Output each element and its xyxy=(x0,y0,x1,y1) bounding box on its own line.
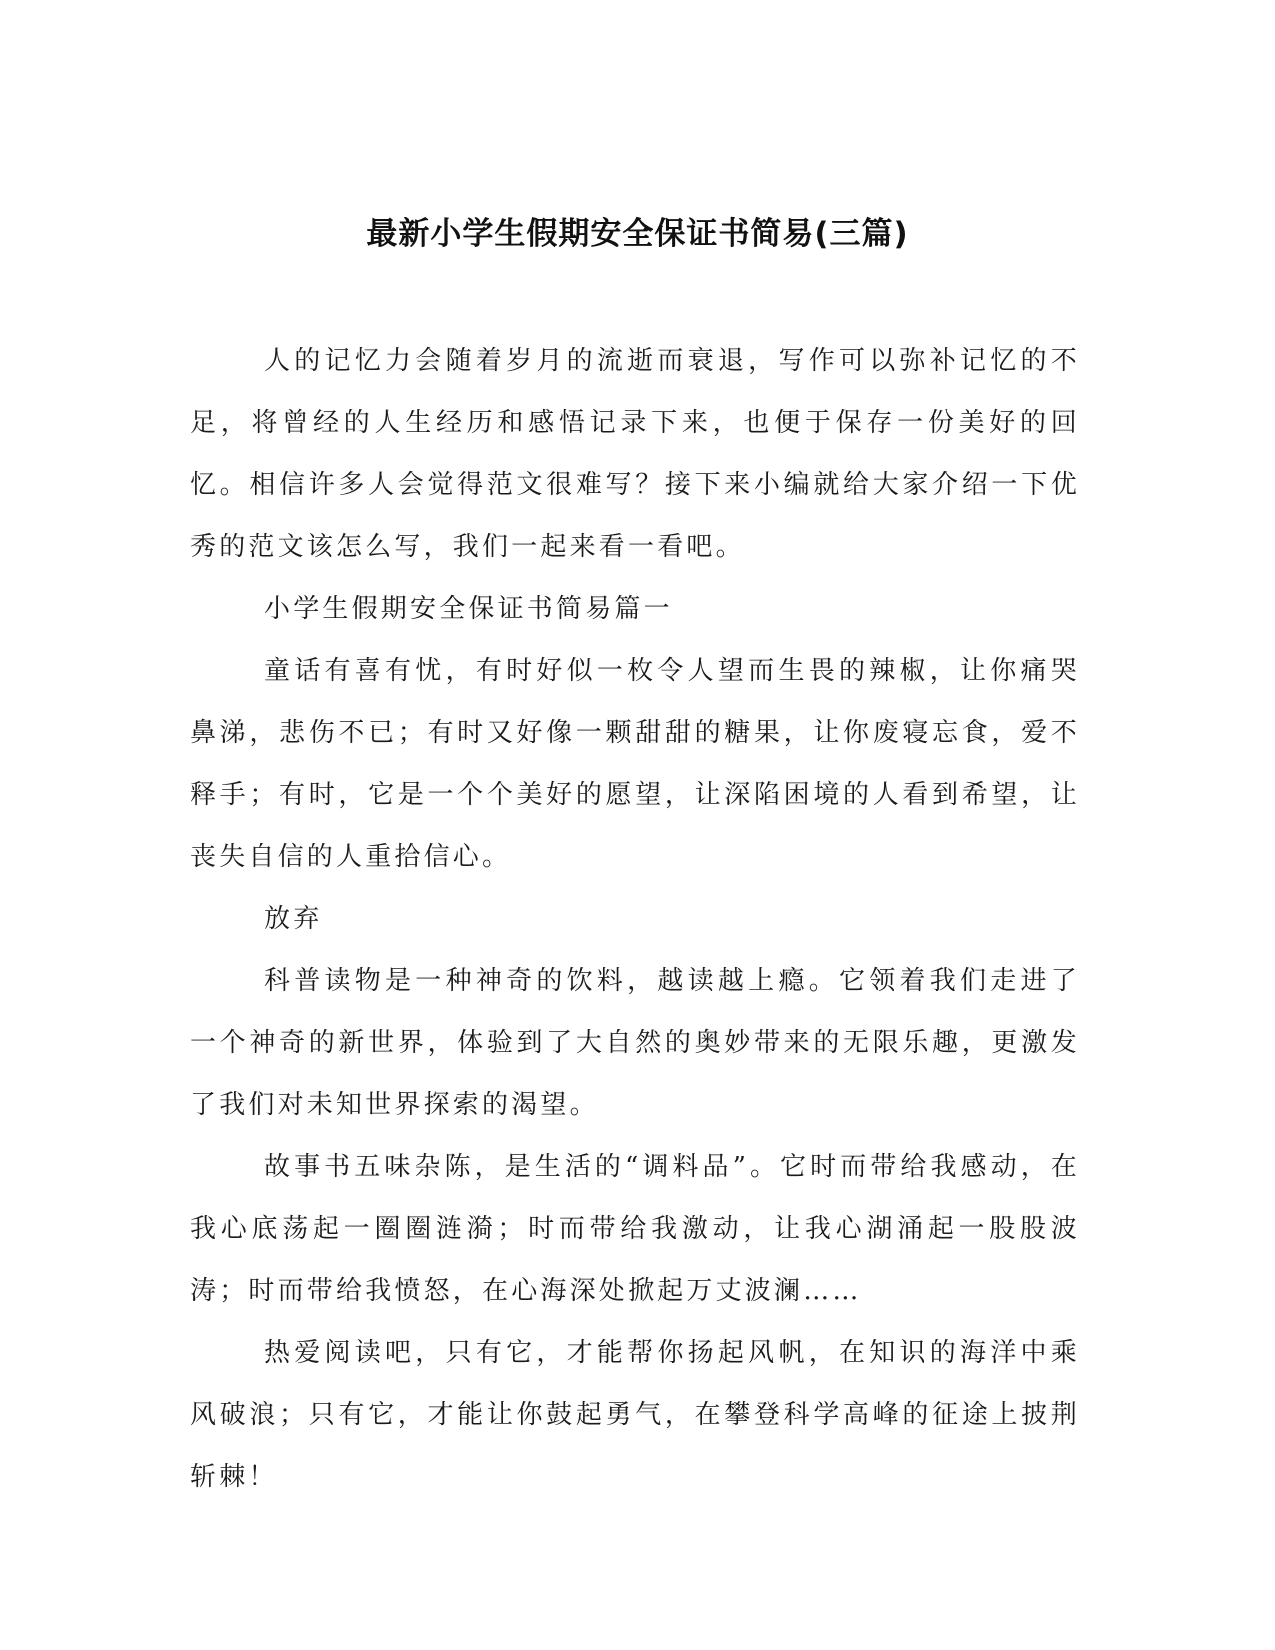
paragraph-story: 故事书五味杂陈，是生活的“调料品”。它时而带给我感动，在我心底荡起一圈圈涟漪；时而带给我激动，让我心湖涌起一股股波涛；时而带给我愤怒，在心海深处掀起万丈波澜…… xyxy=(190,1152,1080,1306)
paragraph-fairy-tale: 童话有喜有忧，有时好似一枚令人望而生畏的辣椒，让你痛哭鼻涕，悲伤不已；有时又好像一颗甜甜的糖果，让你废寝忘食，爱不释手；有时，它是一个个美好的愿望，让深陷困境的人看到希望，让丧失自信的人重拾信心。 xyxy=(190,656,1080,872)
document-title: 最新小学生假期安全保证书简易(三篇) xyxy=(366,216,909,252)
paragraph-reading: 热爱阅读吧，只有它，才能帮你扬起风帆，在知识的海洋中乘风破浪；只有它，才能让你鼓起勇气，在攀登科学高峰的征途上披荆斩棘！ xyxy=(190,1338,1080,1492)
paragraph-science: 科普读物是一种神奇的饮料，越读越上瘾。它领着我们走进了一个神奇的新世界，体验到了大自然的奥妙带来的无限乐趣，更激发了我们对未知世界探索的渴望。 xyxy=(190,966,1080,1120)
section-heading-2: 放弃 xyxy=(264,904,323,934)
section-heading-1: 小学生假期安全保证书简易篇一 xyxy=(264,594,673,624)
paragraph-intro: 人的记忆力会随着岁月的流逝而衰退，写作可以弥补记忆的不足，将曾经的人生经历和感悟记录下来，也便于保存一份美好的回忆。相信许多人会觉得范文很难写？接下来小编就给大家介绍一下优秀的范文该怎么写，我们一起来看一看吧。 xyxy=(190,346,1080,562)
document-body xyxy=(190,330,1080,1508)
